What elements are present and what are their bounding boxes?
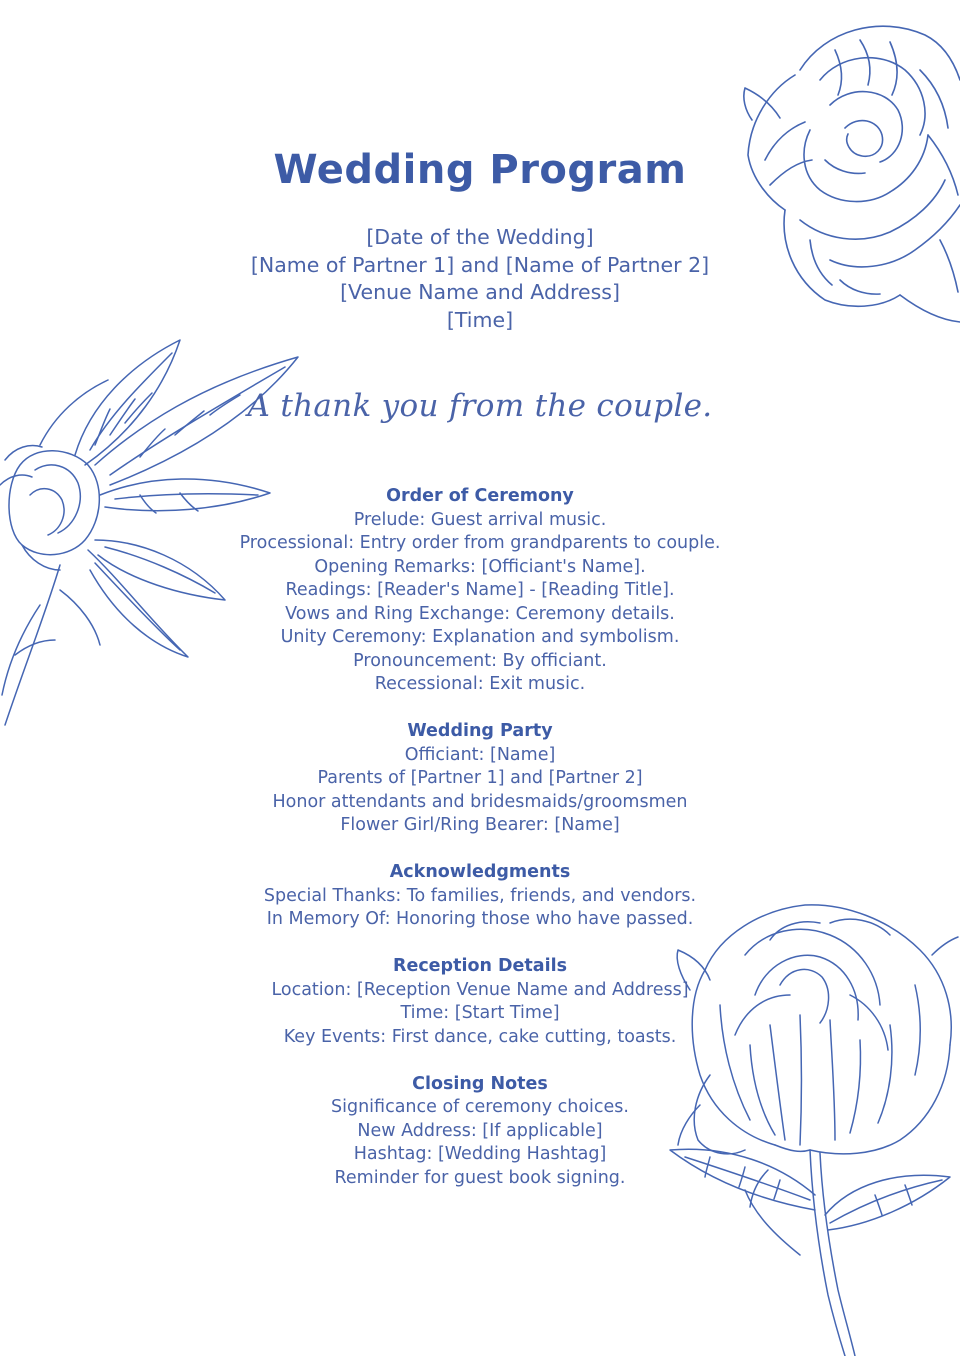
section-heading: Acknowledgments <box>389 862 571 882</box>
section-heading: Wedding Party <box>407 721 553 741</box>
list-item: Readings: [Reader's Name] - [Reading Title]. <box>285 580 675 600</box>
list-item: Vows and Ring Exchange: Ceremony details. <box>285 603 675 624</box>
list-item: Prelude: Guest arrival music. <box>353 509 607 530</box>
wedding-details <box>0 224 960 334</box>
section-closing-notes <box>0 1073 960 1191</box>
list-item: Hashtag: [Wedding Hashtag] <box>353 1144 607 1164</box>
page-title: Wedding Program <box>273 147 687 193</box>
section-order-of-ceremony <box>0 485 960 697</box>
list-item: Opening Remarks: [Officiant's Name]. <box>314 556 646 577</box>
list-item: Parents of [Partner 1] and [Partner 2] <box>317 768 643 788</box>
list-item: Flower Girl/Ring Bearer: [Name] <box>340 815 620 835</box>
list-item: Significance of ceremony choices. <box>331 1097 629 1117</box>
thank-you-note: A thank you from the couple. <box>247 388 713 424</box>
list-item: Honor attendants and bridesmaids/groomsmen <box>272 791 688 812</box>
section-acknowledgments <box>0 861 960 932</box>
list-item: Recessional: Exit music. <box>374 674 586 694</box>
list-item: Reminder for guest book signing. <box>334 1167 626 1188</box>
section-heading: Closing Notes <box>412 1073 548 1094</box>
wedding-time: [Time] <box>446 307 514 332</box>
list-item: Officiant: [Name] <box>404 744 556 765</box>
program-sections <box>0 485 960 1214</box>
partner-names: [Name of Partner 1] and [Name of Partner 2] <box>250 252 710 277</box>
section-heading: Reception Details <box>392 956 568 976</box>
list-item: Time: [Start Time] <box>400 1003 560 1023</box>
section-wedding-party <box>0 720 960 838</box>
list-item: Unity Ceremony: Explanation and symbolism. <box>280 627 680 647</box>
list-item: New Address: [If applicable] <box>357 1120 603 1141</box>
section-heading: Order of Ceremony <box>386 486 574 506</box>
list-item: Key Events: First dance, cake cutting, toasts. <box>283 1026 677 1047</box>
list-item: Pronouncement: By officiant. <box>353 650 607 671</box>
list-item: Processional: Entry order from grandparents to couple. <box>239 533 721 553</box>
list-item: In Memory Of: Honoring those who have passed. <box>266 909 694 929</box>
list-item: Special Thanks: To families, friends, and vendors. <box>263 885 697 906</box>
venue-name-address: [Venue Name and Address] <box>340 280 620 304</box>
list-item: Location: [Reception Venue Name and Address] <box>271 979 689 1000</box>
section-reception-details <box>0 955 960 1049</box>
wedding-date: [Date of the Wedding] <box>366 225 594 249</box>
